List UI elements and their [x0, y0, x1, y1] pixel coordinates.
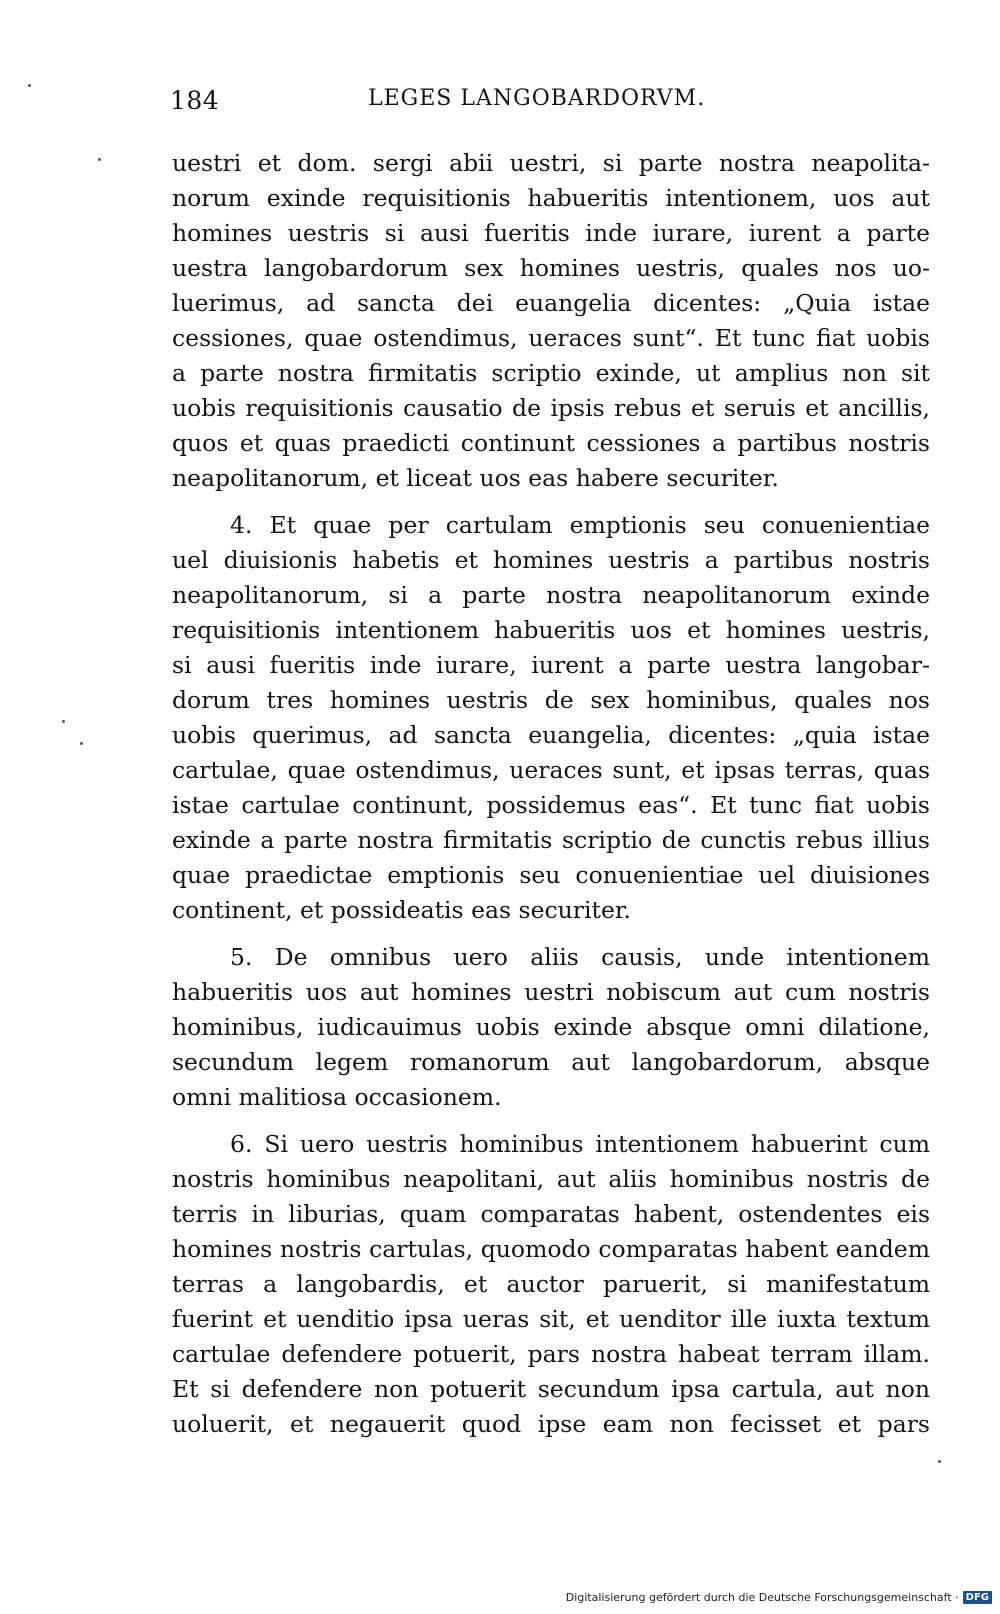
text-line: norum exinde requisitionis habueritis intentionem, uos aut [172, 184, 930, 212]
text-line: a parte nostra firmitatis scriptio exinde, ut amplius non sit [172, 359, 930, 387]
text-line: uobis requisitionis causatio de ipsis rebus et seruis et ancillis, [172, 394, 930, 422]
text-line: 4. Et quae per cartulam emptionis seu conuenientiae [230, 511, 930, 539]
scan-speck [28, 84, 31, 87]
text-line: cartulae defendere potuerit, pars nostra habeat terram illam. [172, 1340, 930, 1368]
text-line: 6. Si uero uestris hominibus intentionem habuerint cum [230, 1130, 930, 1158]
text-line: quos et quas praedicti continunt cessiones a partibus nostris [172, 429, 930, 457]
text-line: Et si defendere non potuerit secundum ipsa cartula, aut non [172, 1375, 930, 1403]
page-number: 184 [170, 86, 220, 115]
text-line: terras a langobardis, et auctor paruerit, si manifestatum [172, 1270, 930, 1298]
text-line: uobis querimus, ad sancta euangelia, dicentes: „quia istae [172, 721, 930, 749]
text-line: istae cartulae continunt, possidemus eas“. Et tunc fiat uobis [172, 791, 930, 819]
text-line: si ausi fueritis inde iurare, iurent a parte uestra langobar- [172, 651, 930, 679]
text-line: luerimus, ad sancta dei euangelia dicentes: „Quia istae [172, 289, 930, 317]
text-line: uoluerit, et negauerit quod ipse eam non fecisset et pars [172, 1410, 930, 1438]
body-text [172, 146, 930, 1442]
text-line: neapolitanorum, et liceat uos eas habere securiter. [172, 464, 779, 492]
text-line: cessiones, quae ostendimus, ueraces sunt“. Et tunc fiat uobis [172, 324, 930, 352]
text-line: nostris hominibus neapolitani, aut aliis hominibus nostris de [172, 1165, 930, 1193]
text-line: habueritis uos aut homines uestri nobiscum aut cum nostris [172, 978, 930, 1006]
text-line: quae praedictae emptionis seu conuenientiae uel diuisiones [172, 861, 930, 889]
scan-speck [938, 1460, 941, 1463]
text-line: exinde a parte nostra firmitatis scriptio de cunctis rebus illius [172, 826, 930, 854]
text-line: requisitionis intentionem habueritis uos et homines uestris, [172, 616, 930, 644]
text-line: homines nostris cartulas, quomodo comparatas habent eandem [172, 1235, 930, 1263]
text-line: homines uestris si ausi fueritis inde iurare, iurent a parte [172, 219, 930, 247]
running-title: LEGES LANGOBARDORVM. [368, 86, 706, 111]
paragraph [172, 940, 930, 1115]
text-line: terris in liburias, quam comparatas habent, ostendentes eis [172, 1200, 930, 1228]
paragraph [172, 1127, 930, 1442]
scan-speck [80, 742, 83, 745]
text-line: cartulae, quae ostendimus, ueraces sunt, et ipsas terras, quas [172, 756, 930, 784]
text-line: secundum legem romanorum aut langobardorum, absque [172, 1048, 930, 1076]
digitization-footer [566, 1588, 992, 1606]
text-line: dorum tres homines uestris de sex hominibus, quales nos [172, 686, 930, 714]
paragraph [172, 146, 930, 496]
text-line: omni malitiosa occasionem. [172, 1083, 502, 1111]
scan-speck [62, 720, 65, 723]
text-line: uel diuisionis habetis et homines uestris a partibus nostris [172, 546, 930, 574]
text-line: 5. De omnibus uero aliis causis, unde intentionem [230, 943, 930, 971]
text-line: fuerint et uenditio ipsa ueras sit, et uenditor ille iuxta textum [172, 1305, 930, 1333]
scan-speck [98, 158, 101, 161]
paragraph [172, 508, 930, 928]
text-line: neapolitanorum, si a parte nostra neapolitanorum exinde [172, 581, 930, 609]
dfg-logo: DFG [963, 1591, 992, 1604]
text-line: uestra langobardorum sex homines uestris, quales nos uo- [172, 254, 930, 282]
text-line: uestri et dom. sergi abii uestri, si parte nostra neapolita- [172, 149, 930, 177]
footer-text: Digitalisierung gefördert durch die Deutsche Forschungsgemeinschaft · [565, 1590, 959, 1604]
text-line: hominibus, iudicauimus uobis exinde absque omni dilatione, [172, 1013, 930, 1041]
text-line: continent, et possideatis eas securiter. [172, 896, 631, 924]
running-head [170, 86, 782, 120]
